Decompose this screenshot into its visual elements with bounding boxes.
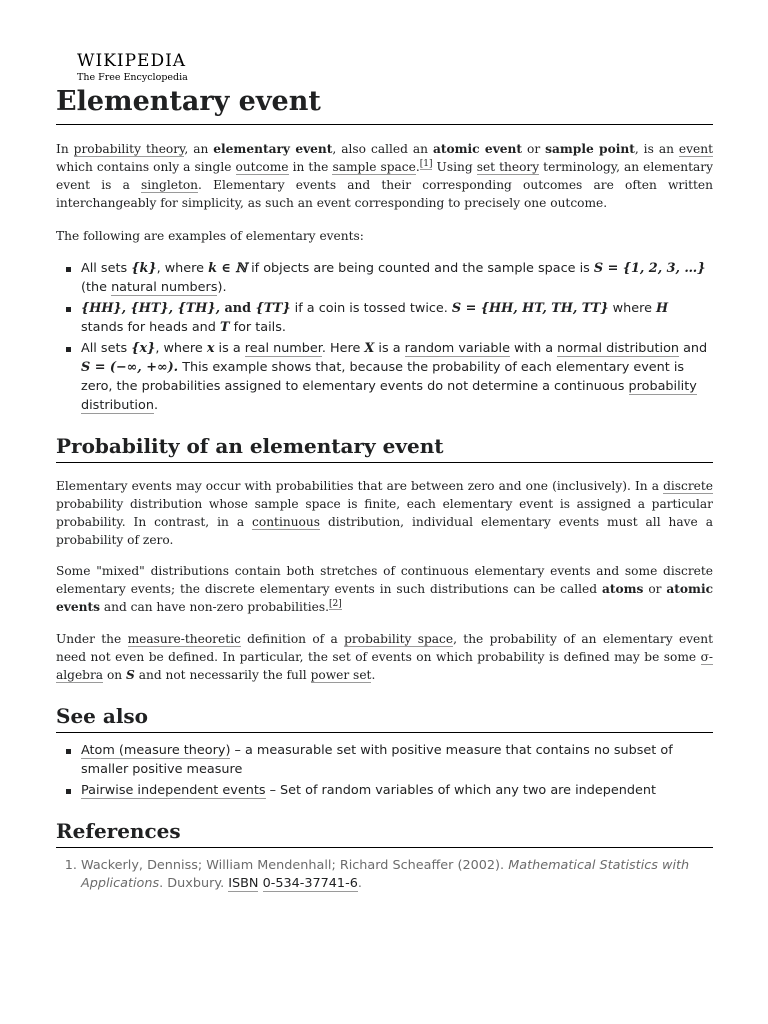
- link-real-number[interactable]: real number: [244, 341, 322, 356]
- link-continuous[interactable]: continuous: [252, 515, 320, 529]
- probability-paragraph-3: Under the measure-theoretic definition of a probability space, the probability of an elementary event need not even be defined. In particular, the set of events on which probability is defined may be some σ-algebra on S and not necessarily the full power set.: [56, 632, 714, 682]
- list-item: {HH}, {HT}, {TH}, and {TT} if a coin is tossed twice. S = {HH, HT, TH, TT} where H stands for heads and T for tails.: [56, 299, 713, 337]
- link-natural-numbers[interactable]: natural numbers: [111, 280, 218, 295]
- probability-paragraph-2: Some "mixed" distributions contain both stretches of continuous elementary events and some discrete elementary events; the discrete elementary events in such distributions can be called atoms or atomic events and can have non-zero probabilities.[2]: [56, 564, 713, 614]
- list-item: All sets {k}, where k ∈ ℕ if objects are being counted and the sample space is S = {1, 2, 3, …} (the natural numbers).: [56, 259, 713, 297]
- intro-paragraph: In probability theory, an elementary event, also called an atomic event or sample point, is an event which contains only a single outcome in the sample space.[1] Using set theory terminology, an elementary event is a singleton. Elementary events and their corresponding outcomes are often written interchangeably for simplicity, as such an event corresponding to precisely one outcome.: [56, 142, 713, 210]
- section-heading-probability: Probability of an elementary event: [56, 432, 713, 463]
- references-list: [56, 857, 738, 893]
- logo-tagline: The Free Encyclopedia: [77, 72, 188, 83]
- examples-intro: The following are examples of elementary events:: [56, 229, 364, 243]
- link-event[interactable]: event: [678, 142, 713, 156]
- link-sigma-algebra[interactable]: σ-algebra: [56, 650, 713, 682]
- reference-item: 1. Wackerly, Denniss; William Mendenhall; Richard Scheaffer (2002). Mathematical Statistics with Applications. Duxbury. ISBN 0-534-37741-6.: [81, 857, 738, 893]
- examples-list: [56, 259, 713, 417]
- see-also-list: [56, 741, 713, 802]
- link-normal-distribution[interactable]: normal distribution: [557, 341, 680, 356]
- citation-1[interactable]: [1]: [419, 158, 433, 169]
- link-discrete[interactable]: discrete: [663, 479, 713, 493]
- link-pairwise-independent-events[interactable]: Pairwise independent events: [81, 783, 266, 798]
- link-set-theory[interactable]: set theory: [476, 160, 540, 174]
- logo-wordmark: WIKIPEDIA: [77, 51, 187, 71]
- link-atom-measure-theory[interactable]: Atom (measure theory): [81, 743, 231, 758]
- link-singleton[interactable]: singleton: [141, 178, 199, 192]
- list-item: All sets {x}, where x is a real number. Here X is a random variable with a normal distribution and S = (−∞, +∞). This example shows that, because the probability of each elementary event is zero, the probabilities assigned to elementary events do not determine a continuous probability distribution.: [56, 339, 713, 415]
- link-isbn-number[interactable]: 0-534-37741-6: [262, 876, 358, 891]
- link-probability-distribution[interactable]: probability distribution: [81, 379, 697, 413]
- link-isbn[interactable]: ISBN: [228, 876, 259, 891]
- section-heading-see-also: See also: [56, 702, 713, 733]
- link-random-variable[interactable]: random variable: [404, 341, 510, 356]
- probability-paragraph-1: Elementary events may occur with probabilities that are between zero and one (inclusively). In a discrete probability distribution whose sample space is finite, each elementary event is assigned a particular probability. In contrast, in a continuous distribution, individual elementary events must all have a probability of zero.: [56, 479, 713, 547]
- link-outcome[interactable]: outcome: [235, 160, 289, 174]
- link-measure-theoretic[interactable]: measure-theoretic: [127, 632, 241, 646]
- link-probability-space[interactable]: probability space: [344, 632, 454, 646]
- link-sample-space[interactable]: sample space: [332, 160, 416, 174]
- page-title: Elementary event: [56, 82, 713, 125]
- citation-2[interactable]: [2]: [329, 598, 342, 609]
- list-item: Pairwise independent events – Set of random variables of which any two are independent: [56, 781, 713, 800]
- link-power-set[interactable]: power set: [310, 668, 372, 682]
- wikipedia-logo[interactable]: [77, 52, 207, 84]
- link-probability-theory[interactable]: probability theory: [73, 142, 185, 156]
- section-heading-references: References: [56, 817, 713, 848]
- list-item: Atom (measure theory) – a measurable set with positive measure that contains no subset of smaller positive measure: [56, 741, 713, 779]
